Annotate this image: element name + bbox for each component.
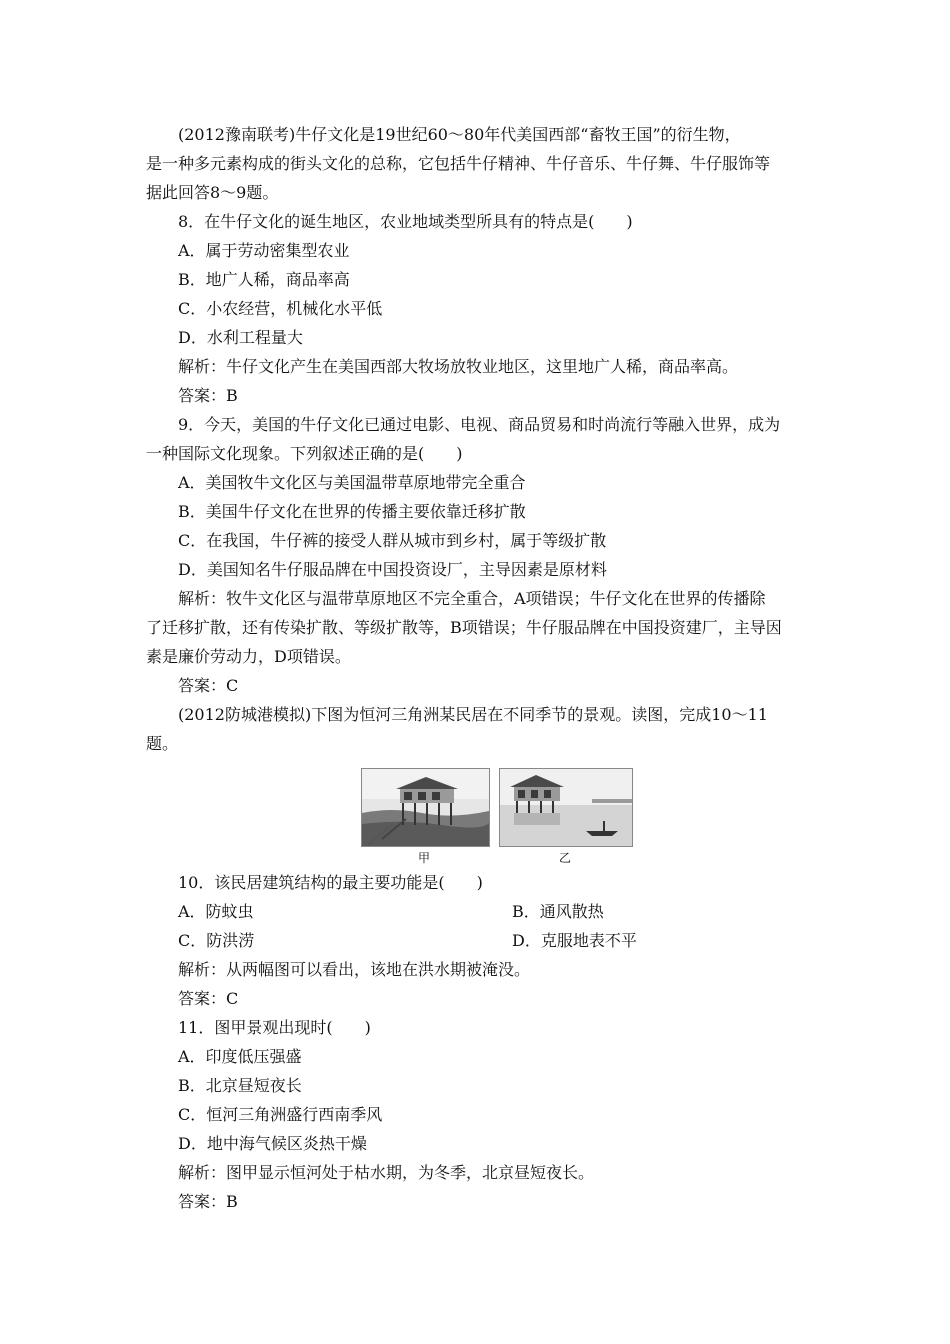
option-a: A．属于劳动密集型农业 (178, 241, 350, 260)
option-a: A．美国牧牛文化区与美国温带草原地带完全重合 (178, 473, 526, 492)
option-c: C．小农经营，机械化水平低 (178, 299, 383, 318)
analysis-text: 素是廉价劳动力，D项错误。 (146, 647, 351, 666)
option-a: A．印度低压强盛 (178, 1047, 302, 1066)
option-b: B．地广人稀，商品率高 (178, 270, 350, 289)
answer-text: 答案：C (178, 989, 239, 1008)
photo-dry-season (361, 768, 490, 847)
option-d: D．克服地表不平 (512, 931, 637, 950)
option-d: D．地中海气候区炎热干燥 (178, 1134, 367, 1153)
option-c: C．防洪涝 (178, 931, 255, 950)
option-d: D．美国知名牛仔服品牌在中国投资设厂，主导因素是原材料 (178, 560, 607, 579)
landscape-figure (361, 768, 633, 868)
analysis-text: 解析：牧牛文化区与温带草原地区不完全重合，A项错误；牛仔文化在世界的传播除 (178, 589, 766, 608)
analysis-text: 解析：牛仔文化产生在美国西部大牧场放牧业地区，这里地广人稀，商品率高。 (178, 357, 739, 376)
option-b: B．通风散热 (512, 902, 604, 921)
intro-text: 题。 (146, 734, 179, 753)
analysis-text: 解析：图甲显示恒河处于枯水期，为冬季，北京昼短夜长。 (178, 1163, 595, 1182)
question-stem: 11．图甲景观出现时( ) (178, 1018, 371, 1037)
option-d: D．水利工程量大 (178, 328, 303, 347)
caption-right: 乙 (559, 851, 572, 865)
intro-text: 是一种多元素构成的街头文化的总称，它包括牛仔精神、牛仔音乐、牛仔舞、牛仔服饰等 (146, 154, 771, 173)
answer-text: 答案：B (178, 386, 238, 405)
question-stem: 9．今天，美国的牛仔文化已通过电影、电视、商品贸易和时尚流行等融入世界，成为 (178, 415, 781, 434)
analysis-text: 解析：从两幅图可以看出，该地在洪水期被淹没。 (178, 960, 531, 979)
intro-text: (2012豫南联考)牛仔文化是19世纪60～80年代美国西部“畜牧王国”的衍生物， (178, 125, 741, 144)
caption-left: 甲 (418, 851, 431, 865)
question-stem: 10．该民居建筑结构的最主要功能是( ) (178, 873, 483, 892)
photo-flood-season (499, 768, 633, 847)
option-a: A．防蚊虫 (178, 902, 254, 921)
option-row (178, 931, 811, 951)
option-b: B．北京昼短夜长 (178, 1076, 302, 1095)
question-stem: 一种国际文化现象。下列叙述正确的是( ) (146, 444, 463, 463)
answer-text: 答案：C (178, 676, 239, 695)
intro-text: 据此回答8～9题。 (146, 183, 279, 202)
option-c: C．恒河三角洲盛行西南季风 (178, 1105, 383, 1124)
option-c: C．在我国，牛仔裤的接受人群从城市到乡村，属于等级扩散 (178, 531, 607, 550)
question-stem: 8．在牛仔文化的诞生地区，农业地域类型所具有的特点是( ) (178, 212, 633, 231)
intro-text: (2012防城港模拟)下图为恒河三角洲某民居在不同季节的景观。读图，完成10～11 (178, 705, 768, 724)
analysis-text: 了迁移扩散，还有传染扩散、等级扩散等，B项错误；牛仔服品牌在中国投资建厂，主导因 (146, 618, 782, 637)
answer-text: 答案：B (178, 1192, 238, 1211)
option-b: B．美国牛仔文化在世界的传播主要依靠迁移扩散 (178, 502, 526, 521)
option-row (178, 902, 811, 922)
